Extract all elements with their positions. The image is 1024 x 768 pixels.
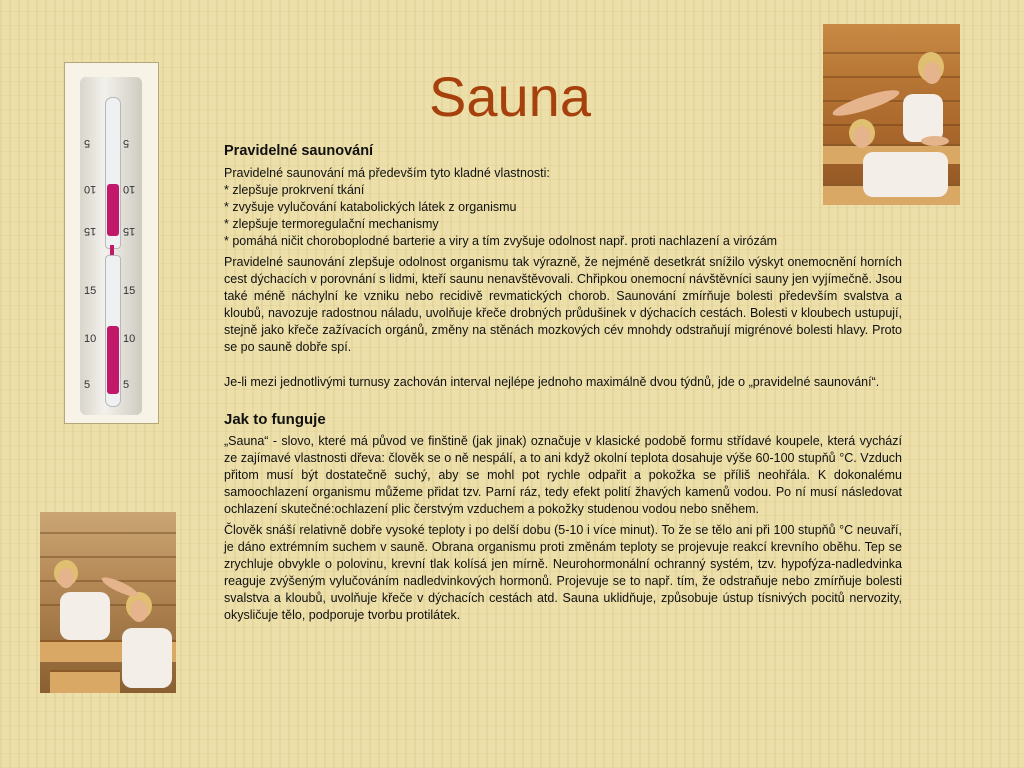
scale-label: 5 [123,137,130,149]
scale-label: 10 [84,183,97,195]
section-heading: Pravidelné saunování [224,143,374,159]
scale-label: 10 [84,333,97,345]
hourglass-frame [80,77,142,415]
slide-title: Sauna [429,65,591,128]
sauna-photo-bottom-left [40,512,176,693]
benefit-item: * pomáhá ničit choroboplodné barterie a viry a tím zvyšuje odolnost např. proti nachlazení a virózám [224,234,778,248]
benefit-list [224,182,902,250]
scale-label: 15 [84,225,97,237]
scale-label: 5 [84,379,91,391]
scale-label: 10 [123,333,136,345]
scale-label: 15 [123,225,136,237]
scale-label: 15 [84,285,97,297]
benefit-item: * zlepšuje prokrvení tkání [224,183,365,197]
benefit-item: * zvyšuje vylučování katabolických látek z organismu [224,200,517,214]
slide-content [224,143,902,624]
scale-label: 10 [123,183,136,195]
scale-label: 5 [123,379,130,391]
paragraph: „Sauna“ - slovo, které má původ ve finštině (jak jinak) označuje v klasické podobě formu střídavé koupele, která vychází ze zajímavé vlastnosti dřeva: člověk se o ně nespálí, a to ani když okolní teplota dosahuje výše 60-100 stupňů °C. Vzduch přitom musí být dostatečně suchý, aby se mohl pot rychle odpařit a pokožka se příliš neohřála. K dokonalému samoochlazení organismu můžeme přidat tzv. Parní ráz, tedy efekt polití žhavých kamenů vodou. Po ní musí následovat ochlazení skutečné:ochlazení plic čerstvým vzduchem a pokožky studenou vodou nebo sněhem. [224,434,902,516]
scale-label: 15 [123,285,136,297]
hourglass-scale-left [83,95,103,415]
benefit-item: * zlepšuje termoregulační mechanismy [224,217,439,231]
hourglass-sand-lower [107,326,119,394]
intro-text: Pravidelné saunování má především tyto kladné vlastnosti: [224,166,550,180]
hourglass-lower-bulb [105,255,121,407]
paragraph: Je-li mezi jednotlivými turnusy zachován interval nejlépe jednoho maximálně dvou týdnů, jde o „pravidelné saunování“. [224,375,880,389]
hourglass-sand-upper [107,184,119,236]
sauna-hourglass-image [64,62,159,424]
hourglass-scale-right [122,95,142,415]
scale-label: 5 [84,137,91,149]
hourglass-upper-bulb [105,97,121,249]
paragraph: Člověk snáší relativně dobře vysoké teploty i po delší dobu (5-10 i více minut). To že se tělo ani při 100 stupňů °C neuvaří, je dáno extrémním suchem v sauně. Obrana organismu proti změnám teploty se projevuje reakcí krevního oběhu. Tep se zrychluje obvykle o polovinu, krevní tlak kolísá jen mírně. Neurohormonální ochranný systém, tzv. hypofýza-nadledvinka reaguje zvýšeným vylučováním nadledvinkových hormonů. Projevuje se to např. tím, že odstraňuje nebo zmírňuje bolesti svalstva a kloubů, uvolňuje křeče v dýchacích cestách atd. Sauna uklidňuje, způsobuje ústup tísnivých pocitů nervozity, okysličuje tělo, podporuje tvorbu protilátek. [224,523,902,622]
paragraph: Pravidelné saunování zlepšuje odolnost organismu tak výrazně, že nejméně desetkrát snížilo výskyt onemocnění horních cest dýchacích v porovnání s lidmi, kteří saunu nenavštěvovali. Chřipkou onemocní návštěvníci sauny jen vyjímečně. Jsou také méně náchylní ke vzniku nebo recidivě revmatických chorob. Saunování zmírňuje bolesti především svalstva a kloubů, navozuje radostnou náladu, uvolňuje křeče drobných průdušinek v dýchacích cestách. Bolesti v kloubech ustupují, stejně jako křeče zažívacích orgánů, změny na stěnách mozkových cév mnohdy odstraňují migrénové bolesti hlavy. Proto se po sauně dobře spí. [224,255,902,354]
section-heading: Jak to funguje [224,411,326,428]
sauna-bench [50,670,120,693]
